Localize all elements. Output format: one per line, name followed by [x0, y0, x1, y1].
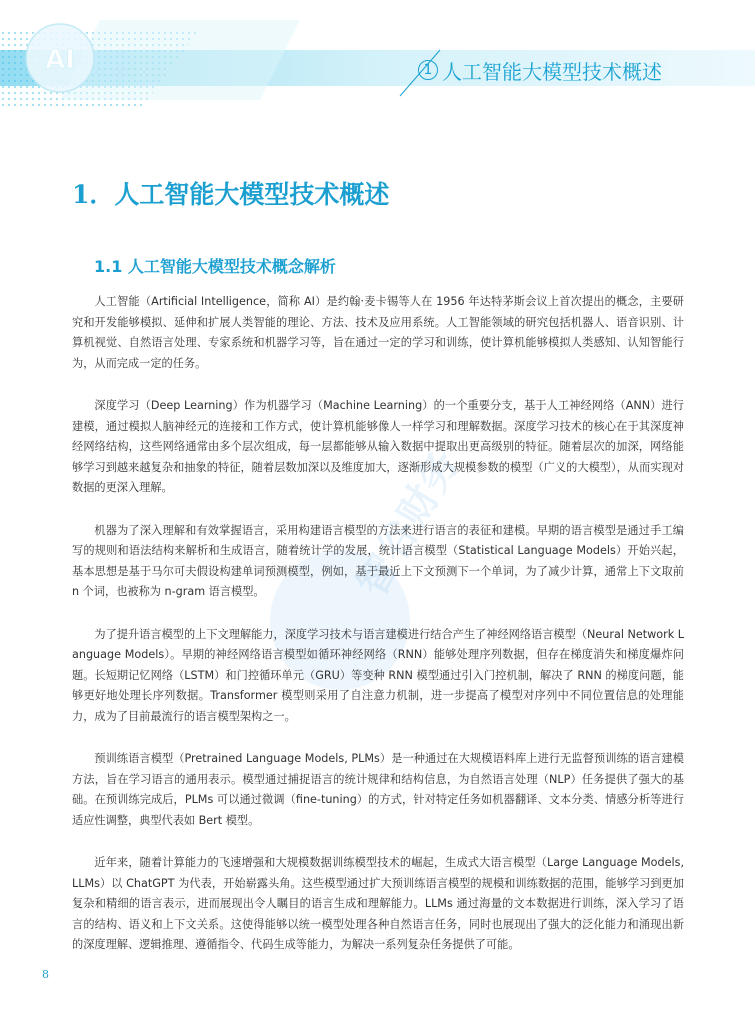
section-title: 1.1 人工智能大模型技术概念解析	[94, 257, 336, 276]
paragraph: 深度学习（Deep Learning）作为机器学习（Machine Learning）的一个重要分支，基于人工神经网络（ANN）进行建模，通过模拟人脑神经元的连接和工作方式，使计算机能够像人一样学习和理解数据。深度学习技术的核心在于其深度神经网络结构，这些网络通常由多个层次组成，每一层都能够从输入数据中提取出更高级别的特征。随着层次的加深，网络能够学习到越来越复杂和抽象的特征，随着层数加深以及维度加大，逐渐形成大规模参数的模型（广义的大模型），从而实现对数据的更深入理解。	[72, 399, 684, 494]
paragraph: 人工智能（Artificial Intelligence，简称 AI）是约翰·麦卡锡等人在 1956 年达特茅斯会议上首次提出的概念，主要研究和开发能够模拟、延伸和扩展人类智能的理论、方法、技术及应用系统。人工智能领域的研究包括机器人、语音识别、计算机视觉、自然语言处理、专家系统和机器学习等，旨在通过一定的学习和训练，使计算机能够模拟人类感知、认知智能行为，从而完成一定的任务。	[72, 295, 684, 370]
paragraph: 为了提升语言模型的上下文理解能力，深度学习技术与语言建模进行结合产生了神经网络语言模型（Neural Network Language Models）。早期的神经网络语言模型如循环神经网络（RNN）能够处理序列数据，但存在梯度消失和梯度爆炸问题。长短期记忆网络（LSTM）和门控循环单元（GRU）等变种 RNN 模型通过引入门控机制，解决了 RNN 的梯度问题，能够更好地处理长序列数据。Transformer 模型则采用了自注意力机制，进一步提高了模型对序列中不同位置信息的处理能力，成为了目前最流行的语言模型架构之一。	[72, 627, 684, 723]
page-number: 8	[42, 968, 49, 981]
header-number: 1	[418, 60, 438, 80]
paragraph: 近年来，随着计算能力的飞速增强和大规模数据训练模型技术的崛起，生成式大语言模型（Large Language Models, LLMs）以 ChatGPT 为代表，开始崭露头角。这些模型通过扩大预训练语言模型的规模和训练数据的范围，能够学习到更加复杂和精细的语言表示，进而展现出令人瞩目的语言生成和理解能力。LLMs 通过海量的文本数据进行训练，深入学习了语言的结构、语义和上下文关系。这使得能够以统一模型处理各种自然语言任务，同时也展现出了强大的泛化能力和涌现出新的深度理解、逻辑推理、遵循指令、代码生成等能力，为解决一系列复杂任务提供了可能。	[72, 856, 684, 951]
chapter-title: 1．人工智能大模型技术概述	[72, 180, 390, 209]
paragraph: 预训练语言模型（Pretrained Language Models, PLMs）是一种通过在大规模语料库上进行无监督预训练的语言建模方法，旨在学习语言的通用表示。模型通过捕捉语言的统计规律和结构信息，为自然语言处理（NLP）任务提供了强大的基础。在预训练完成后，PLMs 可以通过微调（fine-tuning）的方式，针对特定任务如机器翻译、文本分类、情感分析等进行适应性调整，典型代表如 Bert 模型。	[72, 752, 684, 827]
watermark-text: 智谷财务	[348, 442, 469, 605]
header-title	[418, 55, 662, 85]
body-text	[72, 292, 684, 978]
header-title-text: 人工智能大模型技术概述	[442, 59, 662, 84]
svg-text:AI: AI	[45, 45, 75, 75]
header-banner	[0, 0, 755, 130]
paragraph: 机器为了深入理解和有效掌握语言，采用构建语言模型的方法来进行语言的表征和建模。早期的语言模型是通过手工编写的规则和语法结构来解析和生成语言，随着统计学的发展，统计语言模型（Statistical Language Models）开始兴起，基本思想是基于马尔可夫假设构建单词预测模型，例如，基于最近上下文预测下一个单词，为了减少计算，通常上下文取前 n 个词，也被称为 n-gram 语言模型。	[72, 523, 684, 598]
